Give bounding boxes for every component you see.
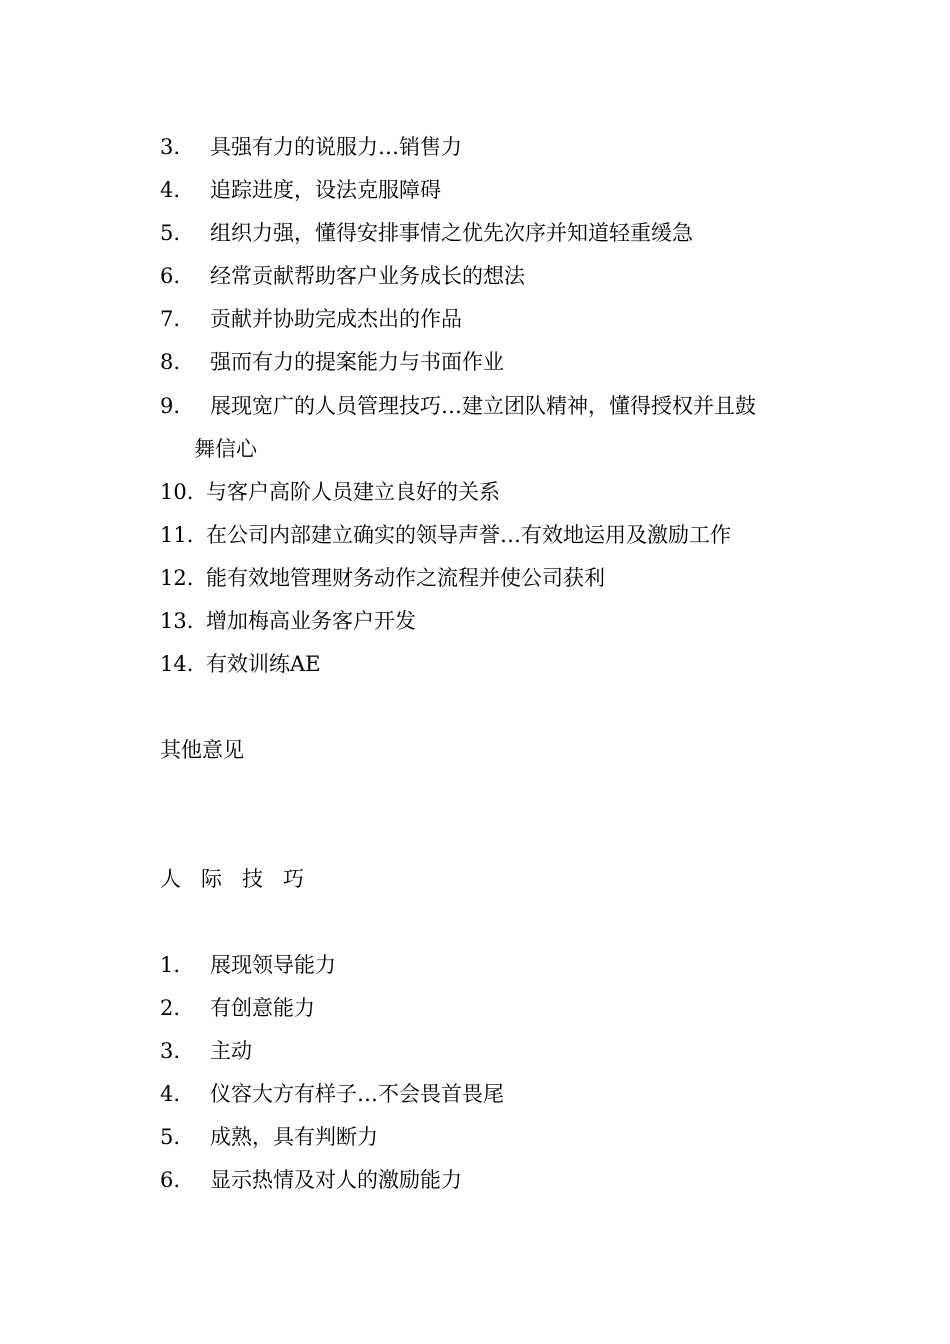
list-item-text: 与客户高阶人员建立良好的关系 — [206, 480, 500, 504]
list-item-text: 组织力强，懂得安排事情之优先次序并知道轻重缓急 — [210, 221, 693, 245]
list-item-number: 4. — [160, 1082, 181, 1106]
list-item-number: 3. — [160, 135, 181, 159]
list-item — [160, 219, 693, 247]
list-item-number: 4. — [160, 178, 181, 202]
list-item — [160, 262, 525, 290]
list-item-number: 5. — [160, 221, 181, 245]
list-item-number: 8. — [160, 350, 181, 374]
list-item — [160, 994, 315, 1022]
list-item-text: 强而有力的提案能力与书面作业 — [210, 350, 504, 374]
section-title: 人际技巧 — [160, 867, 324, 891]
list-item-text: 在公司内部建立确实的领导声誉…有效地运用及激励工作 — [206, 523, 731, 547]
list-item-number: 11. — [160, 523, 194, 547]
list-item-number: 3. — [160, 1039, 181, 1063]
list-item-number: 12. — [160, 566, 194, 590]
list-item — [160, 392, 756, 420]
list-item — [160, 478, 500, 506]
list-item-text: 主动 — [210, 1039, 252, 1063]
list-item-number: 10. — [160, 480, 194, 504]
list-item — [160, 1080, 504, 1108]
list-item-text: 展现宽广的人员管理技巧…建立团队精神，懂得授权并且鼓 — [210, 394, 756, 418]
list-item-text: 能有效地管理财务动作之流程并使公司获利 — [206, 566, 605, 590]
list-item-text: 有创意能力 — [210, 996, 315, 1020]
other-opinions-label: 其他意见 — [160, 738, 244, 762]
list-item-number: 6. — [160, 1168, 181, 1192]
list-item-continuation: 舞信心 — [194, 437, 257, 461]
list-item — [160, 305, 462, 333]
list-item-number: 7. — [160, 307, 181, 331]
list-item-text: 经常贡献帮助客户业务成长的想法 — [210, 264, 525, 288]
list-item-text: 增加梅高业务客户开发 — [206, 609, 416, 633]
list-item-text: 贡献并协助完成杰出的作品 — [210, 307, 462, 331]
list-item-number: 1. — [160, 953, 181, 977]
list-item-text: 显示热情及对人的激励能力 — [210, 1168, 462, 1192]
list-item — [160, 607, 416, 635]
list-item-number: 14. — [160, 652, 194, 676]
list-item-number: 9. — [160, 394, 181, 418]
list-item-number: 6. — [160, 264, 181, 288]
list-item-text: 成熟，具有判断力 — [210, 1125, 378, 1149]
list-item — [160, 176, 441, 204]
list-item-text: 展现领导能力 — [210, 953, 336, 977]
list-item — [160, 650, 321, 678]
list-item — [160, 564, 605, 592]
list-item — [160, 1166, 462, 1194]
list-item — [160, 133, 462, 161]
list-item-text: 仪容大方有样子…不会畏首畏尾 — [210, 1082, 504, 1106]
list-item — [160, 521, 731, 549]
list-item — [160, 348, 504, 376]
list-item-number: 2. — [160, 996, 181, 1020]
list-item-text: 具强有力的说服力…销售力 — [210, 135, 462, 159]
list-item — [160, 1037, 252, 1065]
list-item — [160, 1123, 378, 1151]
list-item-text: 有效训练AE — [206, 652, 321, 676]
list-item-number: 13. — [160, 609, 194, 633]
list-item — [160, 951, 336, 979]
list-item-text: 追踪进度，设法克服障碍 — [210, 178, 441, 202]
list-item-number: 5. — [160, 1125, 181, 1149]
